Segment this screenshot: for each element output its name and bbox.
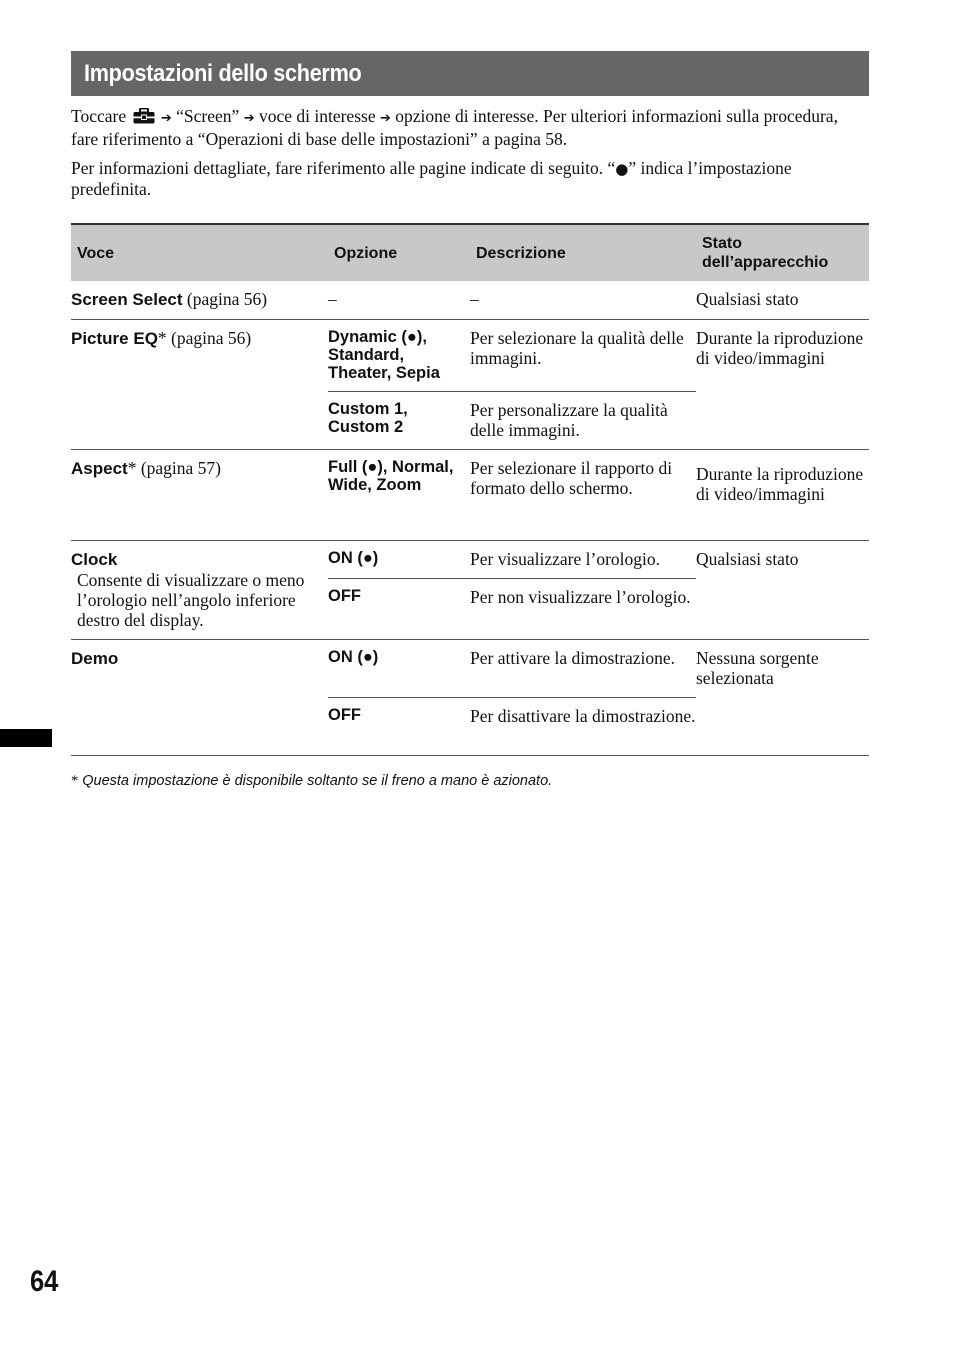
state-cell: Qualsiasi stato [696,540,869,639]
header-descrizione: Descrizione [470,224,696,281]
intro-touch-text: Toccare [71,106,127,126]
voce-cell [71,639,328,755]
intro-paragraph-2 [71,158,869,199]
item-name: Aspect [71,458,128,478]
page-number: 64 [30,1265,59,1298]
footnote-star: * [71,773,79,789]
header-stato: Stato dell’apparecchio [696,224,869,281]
item-ref: * (pagina 56) [157,327,252,348]
footnote [71,773,552,790]
option-text: ON (●) [328,647,379,666]
intro-step-item: voce di interesse [258,106,376,126]
section-title-bar [71,51,869,96]
arrow-icon: ➔ [379,111,391,126]
option-text: OFF [328,705,361,724]
state-cell: Durante la riproduzione di video/immagini [696,449,869,540]
state-cell: Qualsiasi stato [696,281,869,319]
state-cell: Durante la riproduzione di video/immagini [696,319,869,449]
option-cell [328,697,470,755]
table-row-clock [71,540,869,578]
chapter-tab-marker [0,729,52,747]
arrow-icon: ➔ [160,111,172,126]
description-cell: Per disattivare la dimostrazione. [470,697,696,755]
table-row-screen-select [71,281,869,319]
description-cell: Per non visualizzare l’orologio. [470,578,696,639]
intro-step-screen: “Screen” [176,106,240,126]
description-cell: Per personalizzare la qualità delle immagini. [470,391,696,449]
intro-p2-after: ” indica l’impostazione predefinita. [71,158,792,199]
description-cell: Per attivare la dimostrazione. [470,639,696,697]
item-name: Demo [71,648,119,668]
settings-table [71,223,869,756]
voce-cell [71,281,328,319]
option-text: ON (●) [328,548,379,567]
section-title: Impostazioni dello schermo [84,59,362,87]
header-voce: Voce [71,224,328,281]
intro-p2-before: Per informazioni dettagliate, fare riferimento alle pagine indicate di seguito. “ [71,158,616,178]
item-name: Screen Select [71,290,183,309]
description-cell: Per selezionare il rapporto di formato dello schermo. [470,449,696,540]
voce-cell [71,449,328,540]
option-text: OFF [328,586,361,605]
item-note: Consente di visualizzare o meno l’orologio nell’angolo inferiore destro del display. [77,569,305,630]
option-cell [328,578,470,639]
option-cell [328,639,470,697]
description-cell: Per visualizzare l’orologio. [470,540,696,578]
description-cell: – [470,281,696,319]
item-name: Picture EQ [71,328,158,348]
table-row-aspect [71,449,869,540]
default-dot-icon: ● [615,160,629,178]
table-header-row [71,224,869,281]
option-cell: – [328,281,470,319]
item-ref: * (pagina 57) [127,457,221,478]
item-ref: (pagina 56) [182,289,268,309]
option-cell [328,449,470,540]
state-cell: Nessuna sorgente selezionata [696,639,869,755]
intro-paragraph-1 [71,106,869,149]
option-text: Dynamic (●), Standard, Theater, Sepia [328,327,440,382]
option-cell [328,540,470,578]
header-opzione: Opzione [328,224,470,281]
table-row-demo [71,639,869,697]
item-name: Clock [71,549,118,569]
option-text: Custom 1, Custom 2 [328,399,408,436]
voce-cell [71,319,328,449]
option-cell [328,319,470,391]
voce-cell [71,540,328,639]
footnote-text: Questa impostazione è disponibile soltanto se il freno a mano è azionato. [82,773,553,789]
description-cell: Per selezionare la qualità delle immagini. [470,319,696,391]
option-text: Full (●), Normal, Wide, Zoom [328,457,454,494]
toolbox-icon [133,108,155,128]
intro-step-option: opzione di interesse. Per ulteriori informazioni sulla procedura, fare riferimento a “Operazioni di base delle impostazioni” a pagina 58. [71,106,838,149]
option-cell [328,391,470,449]
arrow-icon: ➔ [243,111,255,126]
table-row-picture-eq [71,319,869,391]
